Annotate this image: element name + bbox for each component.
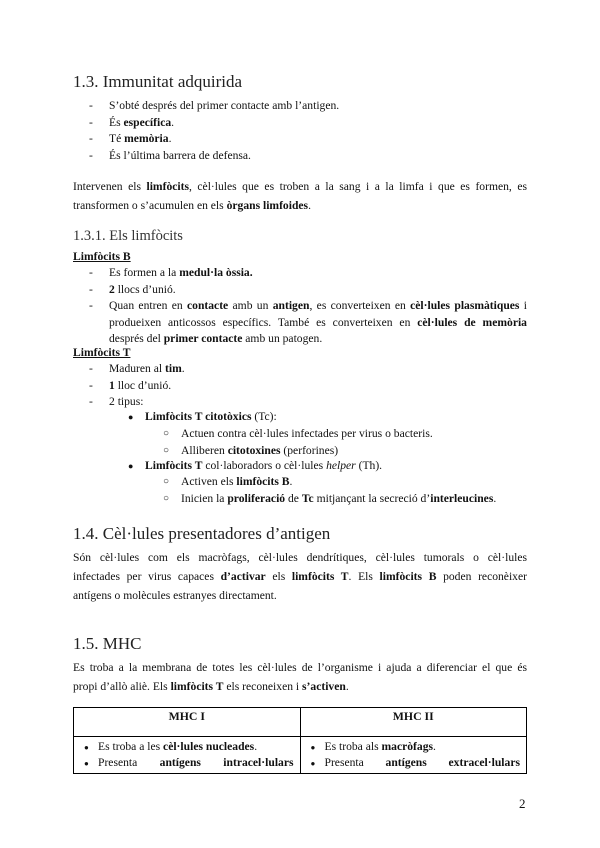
list-item: ● Presenta antígens intracel·lulars <box>80 755 294 771</box>
limfocits-t-heading: Limfòcits T <box>73 346 131 359</box>
table-row <box>74 737 527 774</box>
list-item: - Quan entren en contacte amb un antigen, es converteixen en cèl·lules plasmàtiques i produeixen anticossos específics. També es converteixen en cèl·lules de memòria després del primer contacte amb un patogen. <box>89 298 527 348</box>
table-cell <box>300 737 527 774</box>
t-types-list <box>145 409 277 426</box>
table-header-row <box>74 708 527 737</box>
paragraph-line: Són cèl·lules com els macròfags, cèl·lules dendrítiques, cèl·lules tumorals o cèl·lules <box>73 551 527 564</box>
table-header-cell: MHC II <box>300 708 527 737</box>
paragraph-line: infectades per virus capaces d’activar els limfòcits T. Els limfòcits B poden reconèixer <box>73 570 527 583</box>
mhc-table <box>73 707 527 774</box>
section-1-3-title: 1.3. Immunitat adquirida <box>73 72 243 91</box>
list-item: ● Presenta antígens extracel·lulars <box>307 755 521 771</box>
list-item: ● Es troba als macròfags. <box>307 739 521 755</box>
table-cell <box>74 737 301 774</box>
list-item: ● Limfòcits T col·laboradors o cèl·lules helper (Th). <box>145 458 382 475</box>
section-1-3-list <box>89 98 529 164</box>
limfocits-b-list <box>89 265 527 348</box>
list-item: ○ Activen els limfòcits B. <box>181 474 496 491</box>
list-item: - 2 llocs d’unió. <box>89 282 527 299</box>
paragraph-line: antígens o molècules estranyes directament. <box>73 589 277 602</box>
th-sublist <box>181 474 496 507</box>
table-header-cell: MHC I <box>74 708 301 737</box>
list-item: ● Es troba a les cèl·lules nucleades. <box>80 739 294 755</box>
limfocits-b-heading: Limfòcits B <box>73 250 131 263</box>
section-1-3-paragraph <box>73 177 527 215</box>
list-item: - És l’última barrera de defensa. <box>89 148 529 165</box>
list-item: ○ Alliberen citotoxines (perforines) <box>181 443 433 460</box>
limfocits-t-list <box>89 361 527 411</box>
paragraph-line: propi d’allò aliè. Els limfòcits T els reconeixen i s’activen. <box>73 680 349 693</box>
section-1-5-title: 1.5. MHC <box>73 634 142 653</box>
list-item: - 1 lloc d’unió. <box>89 378 527 395</box>
tc-sublist <box>181 426 433 459</box>
list-item: - S’obté després del primer contacte amb l’antigen. <box>89 98 529 115</box>
list-item: - Té memòria. <box>89 131 529 148</box>
t-types-list <box>145 458 382 475</box>
list-item: ○ Actuen contra cèl·lules infectades per virus o bacteris. <box>181 426 433 443</box>
paragraph-line: transformen o s’acumulen en els òrgans limfoides. <box>73 199 311 212</box>
list-item: ● Limfòcits T citotòxics (Tc): <box>145 409 277 426</box>
page-number: 2 <box>519 796 526 811</box>
section-1-4-title: 1.4. Cèl·lules presentadores d’antigen <box>73 524 331 543</box>
list-item: - Es formen a la medul·la òssia. <box>89 265 527 282</box>
section-1-3-1-title: 1.3.1. Els limfòcits <box>73 228 183 244</box>
list-item: - Maduren al tim. <box>89 361 527 378</box>
list-item: ○ Inicien la proliferació de Tc mitjançant la secreció d’interleucines. <box>181 491 496 508</box>
list-item: - És específica. <box>89 115 529 132</box>
section-1-4-paragraph <box>73 548 527 605</box>
list-item: - 2 tipus: <box>89 394 527 411</box>
paragraph-line: Es troba a la membrana de totes les cèl·lules de l’organisme i ajuda a diferenciar el que és <box>73 661 527 674</box>
section-1-5-paragraph <box>73 658 527 696</box>
paragraph-line: Intervenen els limfòcits, cèl·lules que es troben a la sang i a la limfa i que es formen, es <box>73 180 527 193</box>
